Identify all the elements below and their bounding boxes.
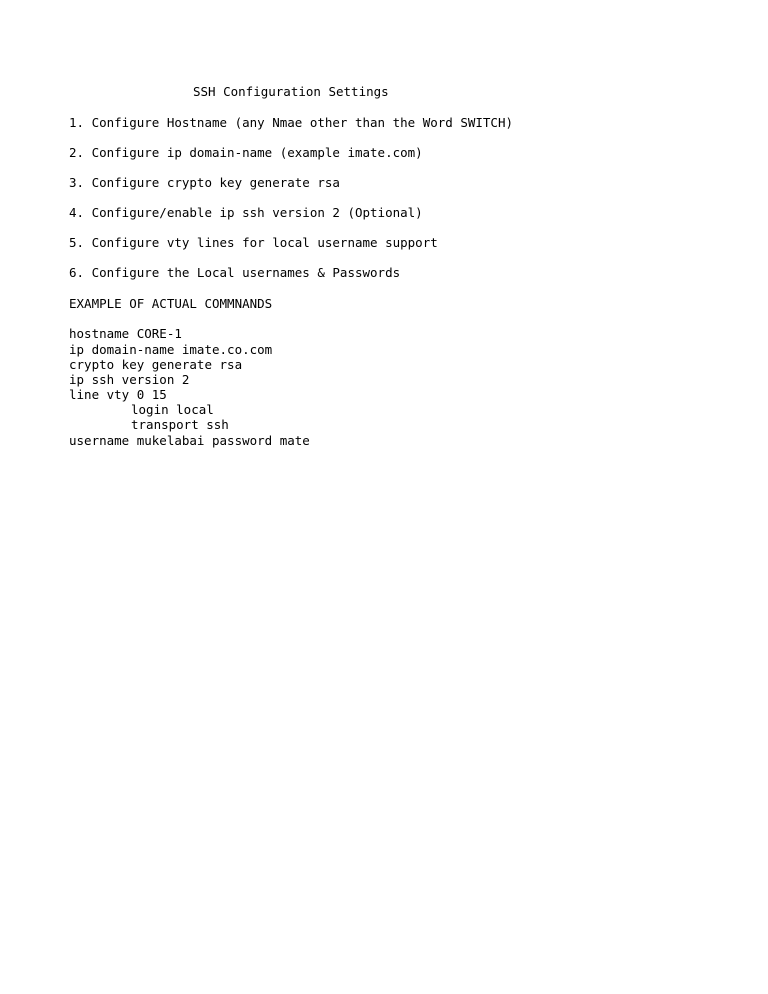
command-line: username mukelabai password mate (69, 433, 310, 448)
step-5: 5. Configure vty lines for local username support (69, 235, 438, 250)
command-line: hostname CORE-1 (69, 326, 182, 341)
step-6: 6. Configure the Local usernames & Passwords (69, 265, 401, 280)
step-2: 2. Configure ip domain-name (example imate.com) (69, 145, 423, 160)
step-4: 4. Configure/enable ip ssh version 2 (Optional) (69, 205, 423, 220)
step-3: 3. Configure crypto key generate rsa (69, 175, 340, 190)
command-line: login local (131, 402, 214, 417)
command-line: crypto key generate rsa (69, 357, 243, 372)
step-1: 1. Configure Hostname (any Nmae other than the Word SWITCH) (69, 115, 514, 130)
command-line: transport ssh (131, 417, 229, 432)
command-line: line vty 0 15 (69, 387, 167, 402)
document-title: SSH Configuration Settings (193, 84, 389, 99)
command-line: ip domain-name imate.co.com (69, 342, 273, 357)
example-heading: EXAMPLE OF ACTUAL COMMNANDS (69, 296, 273, 311)
command-line: ip ssh version 2 (69, 372, 190, 387)
